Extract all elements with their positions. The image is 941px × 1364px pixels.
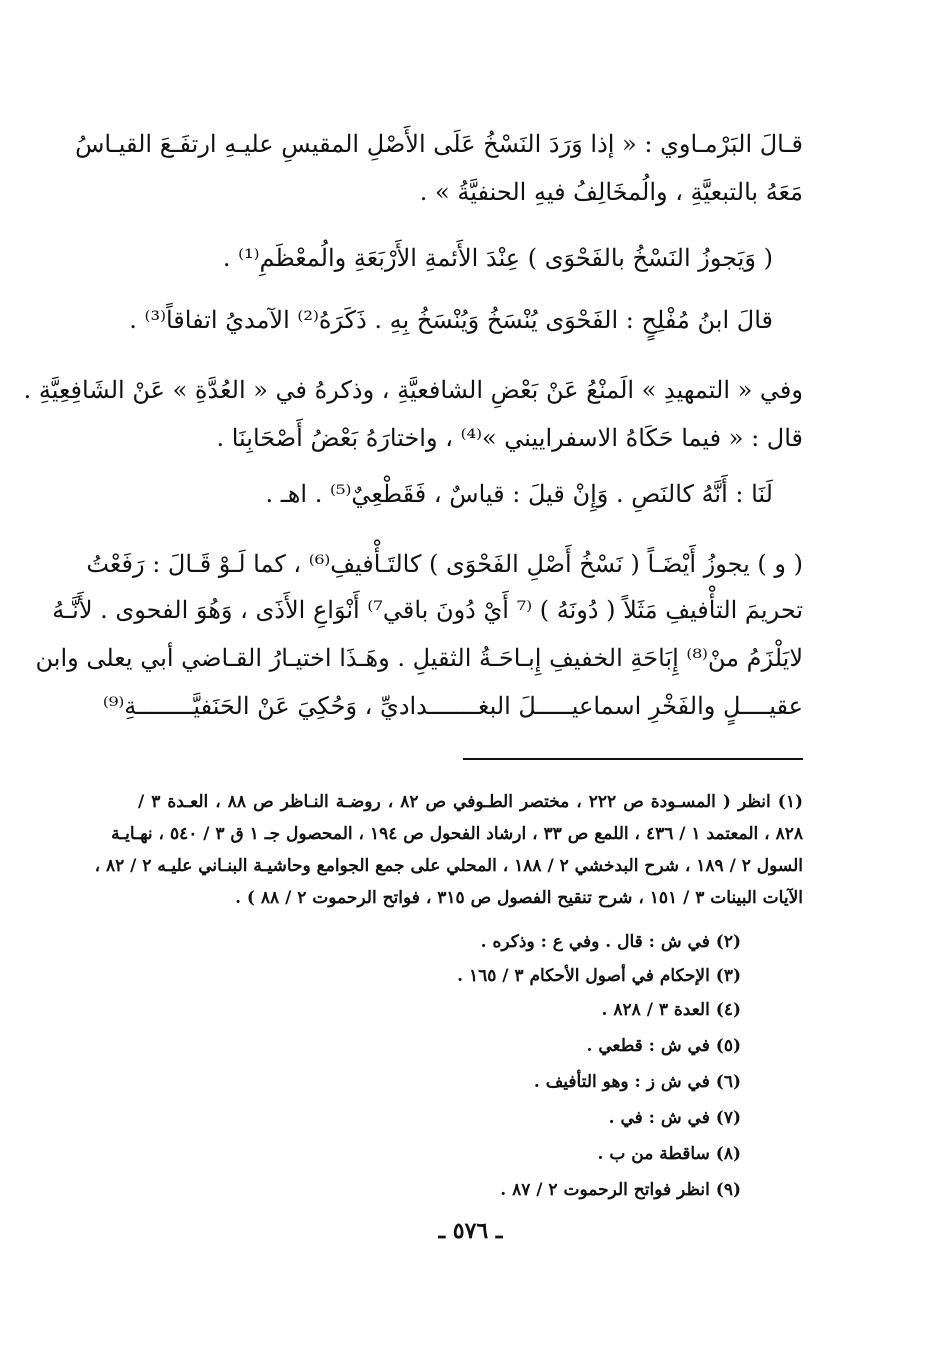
body-line: ( وَيَجوزُ النَسْخُ بالفَحْوَى ) عِنْدَ الأَئمةِ الأَرْبَعَةِ والُمعْظَمِ⁽¹⁾ . — [222, 244, 773, 272]
body-line: قالَ ابنُ مُفْلِحٍ : الفَحْوَى يُنْسَخُ وَيُنْسَخُ بِهِ . ذَكَرَهُ⁽²⁾ الآمديُ اتفاقاً⁽³⁾ . — [129, 306, 773, 334]
body-line: عقيــــلٍ والفَخْرِ اسماعيـــــلَ البغـــــــداديِّ ، وَحُكِيَ عَنْ الحَنَفيَّــــــــةِ⁽⁹⁾ — [102, 692, 803, 720]
footnote-separator — [463, 758, 803, 760]
body-line: مَعَهُ بالتبعيَّةِ ، والُمخَالِفُ فيهِ الحنفيَّةُ » . — [419, 178, 803, 206]
body-line: ( و ) يجوزُ أَيْضَـاً ( نَسْخُ أَصْلِ الفَحْوَى ) كالتَـأْفيفِ⁽⁶⁾ ، كما لَـوْ قَـالَ : رَفَعْتُ — [86, 550, 803, 578]
footnote: (٢) في ش : قال . وفي ع : وذكره . — [480, 932, 741, 952]
footnote: (٨) ساقطة من ب . — [597, 1144, 741, 1164]
body-line: قال : « فيما حَكَاهُ الاسفراييني »⁽⁴⁾ ، واختارَهُ بَعْضُ أَصْحَابِنَا . — [216, 424, 803, 452]
body-line: وفي « التمهيدِ » الَمنْعُ عَنْ بَعْضِ الشافعيَّةِ ، وذكرهُ في « العُدَّةِ » عَنْ الشَافِعِيَّةِ . — [23, 376, 803, 404]
page-number: ـ ٥٧٦ ـ — [438, 1218, 503, 1244]
footnote: (٣) الإحكام في أصول الأحكام ٣ / ١٦٥ . — [457, 966, 741, 986]
footnote: ٨٢٨ ، المعتمد ١ / ٤٣٦ ، اللمع ص ٣٣ ، ارشاد الفحول ص ١٩٤ ، المحصول جـ ١ ق ٣ / ٥٤٠ ، نهـايـة — [111, 824, 803, 844]
body-line: تحريمَ التأْفيفِ مَثَلاً ( دُونَهُ ) ⁽⁷ أَيْ دُونَ باقي⁷⁾ أَنْوَاعِ الأَذَى ، وَهُوَ الفحوى . لأَنَّـهُ — [52, 596, 803, 624]
footnote: (١) انظر ( المسـودة ص ٢٢٢ ، مختصر الطـوفي ص ٨٢ ، روضـة النـاظر ص ٨٨ ، العـدة ٣ / — [138, 792, 803, 812]
body-line: لَنَا : أَنَّهُ كالنَصِ . وَإِنْ قيلَ : قياسٌ ، فَقَطْعِيٌ⁽⁵⁾ . اهـ . — [265, 480, 773, 508]
footnote: السول ٢ / ١٨٩ ، شرح البدخشي ٢ / ١٨٨ ، المحلي على جمع الجوامع وحاشيـة البنـاني عليـه ٢ / ٨٢ ، — [94, 856, 803, 876]
footnote: الآيات البينات ٣ / ١٥١ ، شرح تنقيح الفصول ص ٣١٥ ، فواتح الرحموت ٢ / ٨٨ ) . — [235, 888, 803, 908]
footnote: (٦) في ش ز : وهو التأفيف . — [533, 1072, 741, 1092]
footnote: (٤) العدة ٣ / ٨٢٨ . — [601, 1000, 741, 1020]
body-line: قـالَ البَرْمـاوي : « إذا وَرَدَ النَسْخُ عَلَى الأَصْلِ المقيسِ عليـهِ ارتفَـعَ القيـاسُ — [75, 130, 803, 158]
footnote: (٧) في ش : في . — [608, 1108, 741, 1128]
footnote: (٩) انظر فواتح الرحموت ٢ / ٨٧ . — [500, 1180, 741, 1200]
footnote: (٥) في ش : قطعي . — [586, 1036, 741, 1056]
body-line: لايَلْزَمُ منْ⁽⁸⁾ إِبَاحَةِ الخفيفِ إِبـاحَـةُ الثقيلِ . وهَـذَا اختيـارُ القـاضي أبي يعلى وابن — [35, 644, 803, 672]
